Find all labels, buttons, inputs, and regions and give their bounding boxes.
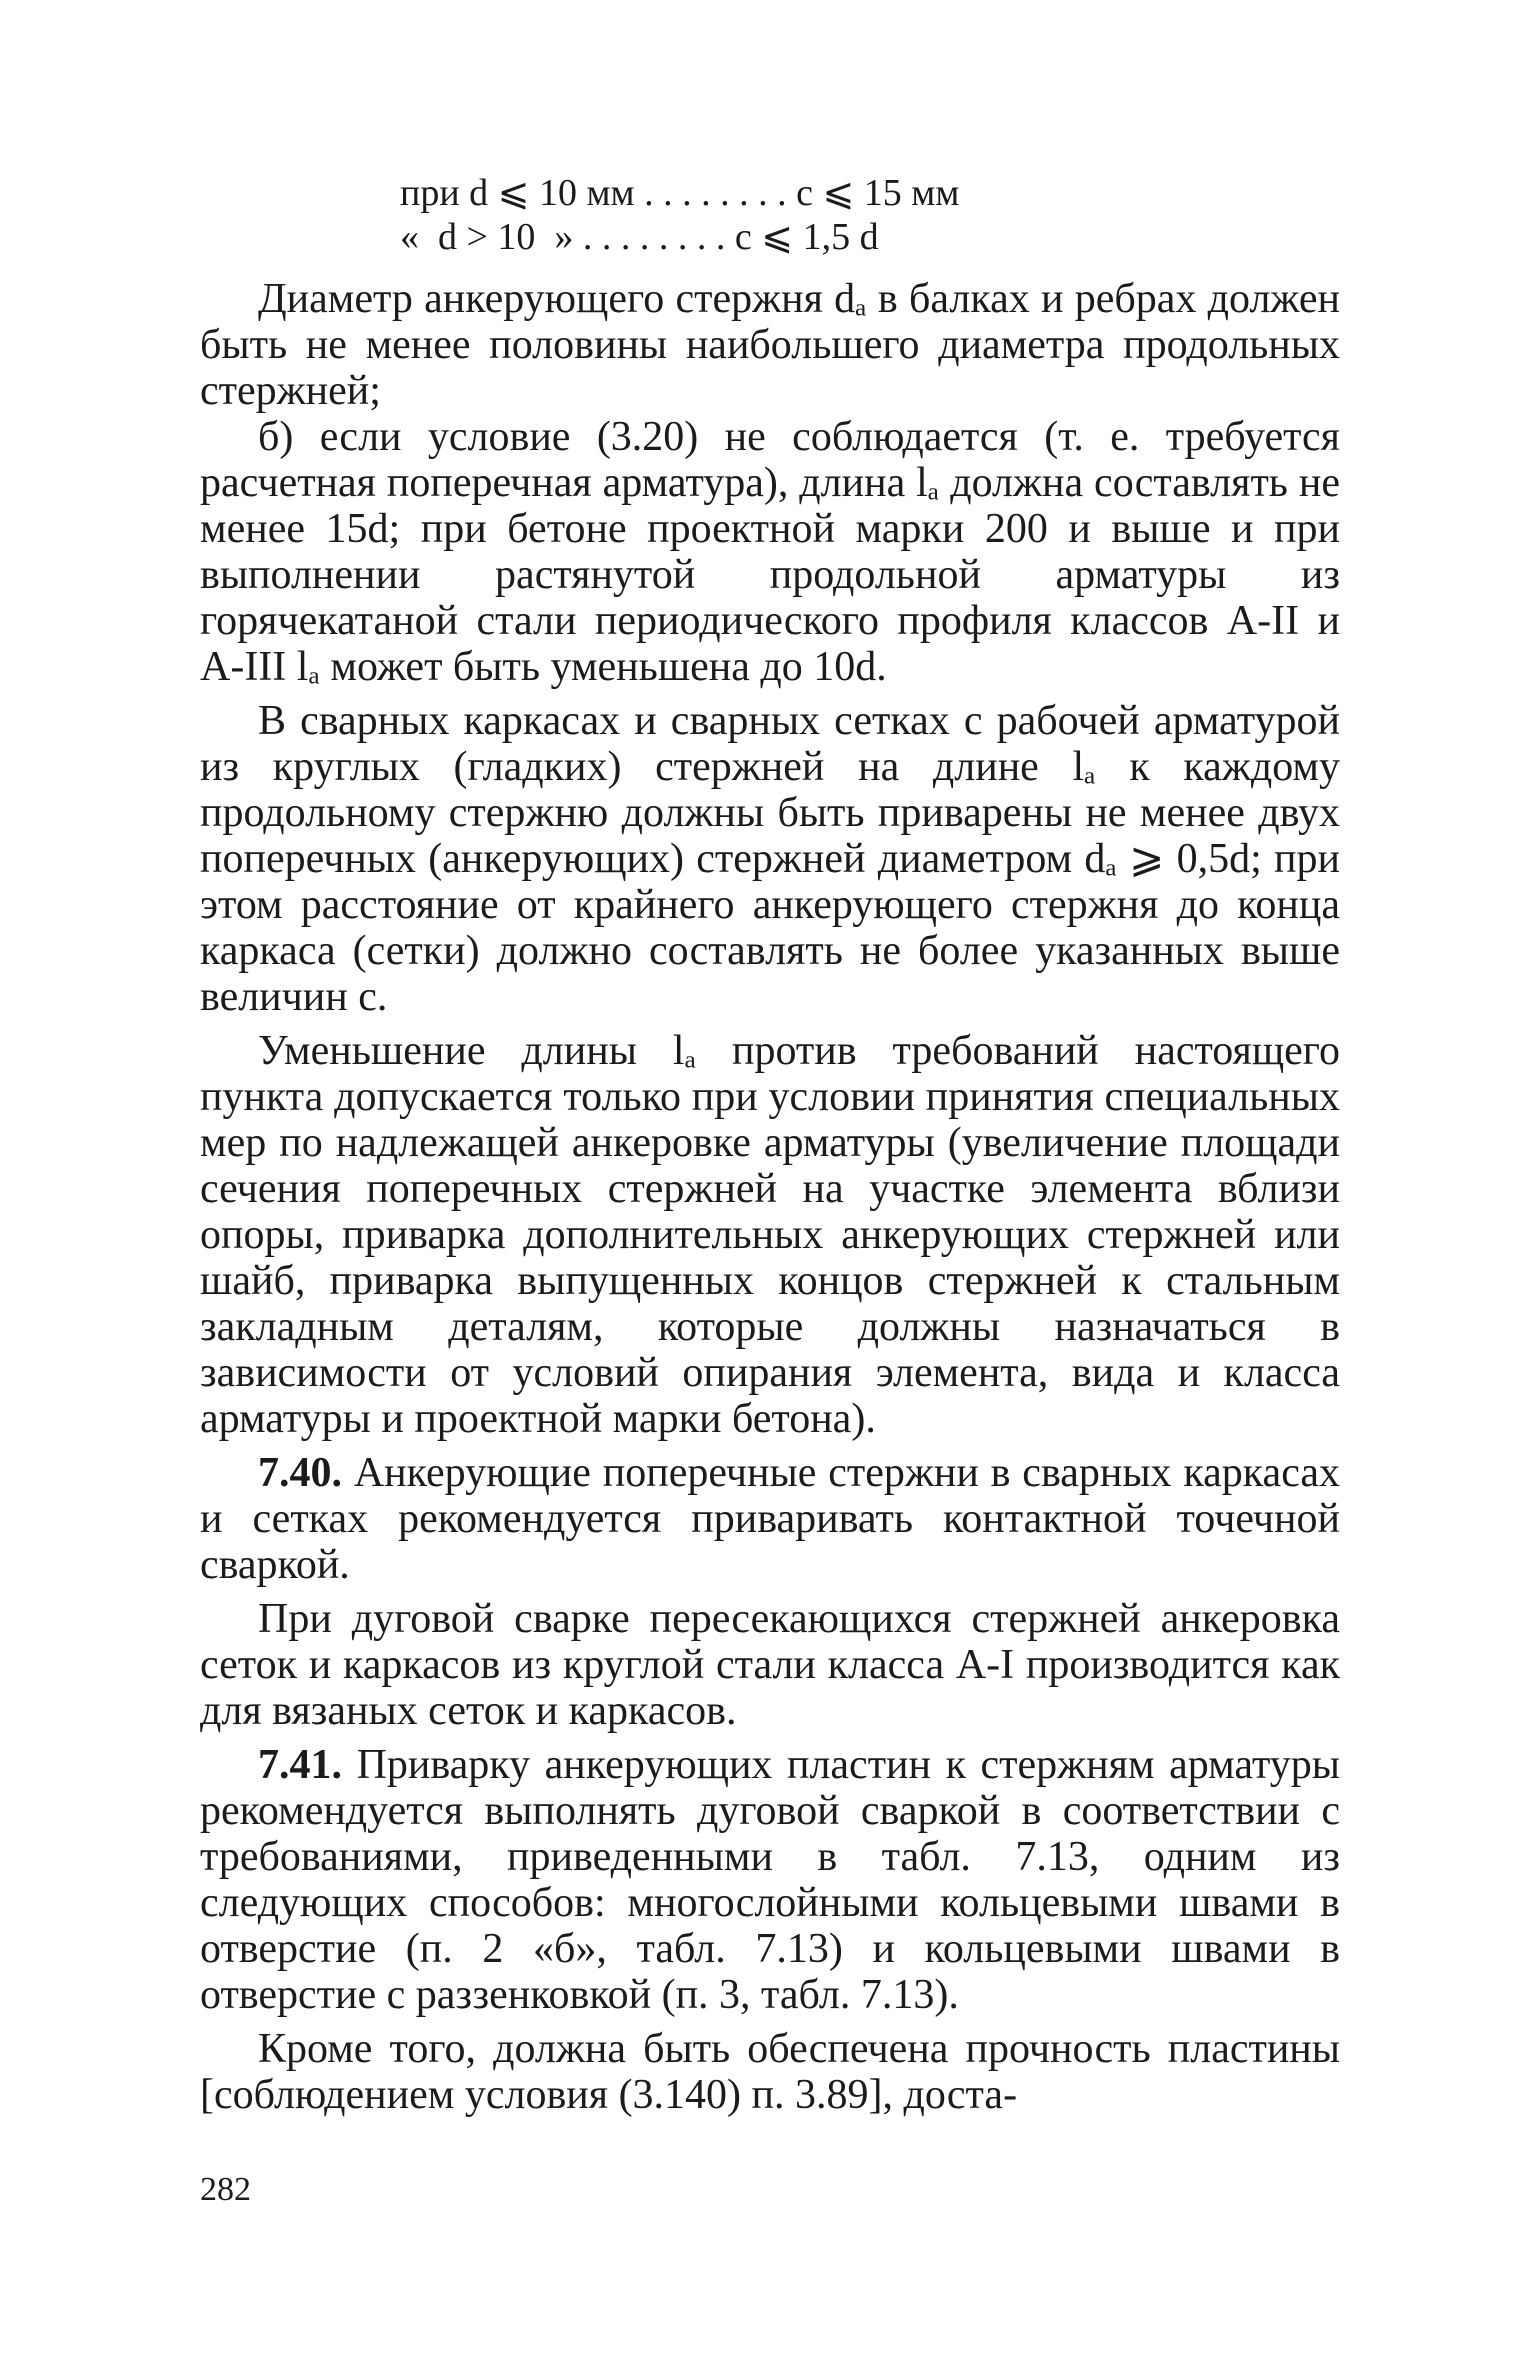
paragraph-gap: [200, 1442, 1340, 1450]
paragraph-gap: [200, 1020, 1340, 1028]
paragraph-gap: [200, 690, 1340, 698]
paragraph-condition-b: [200, 414, 1340, 690]
paragraph-text: Анкерующие поперечные стержни в сварных каркасах и сетках рекомендуется приваривать контактной точечной сваркой.: [200, 1450, 1340, 1588]
section-7-41: [200, 1742, 1340, 2018]
paragraph-length-reduction: [200, 1028, 1340, 1442]
formula-line-1: при d ⩽ 10 мм . . . . . . . . c ⩽ 15 мм: [400, 172, 960, 214]
paragraph-gap: [200, 1588, 1340, 1596]
section-7-40: [200, 1450, 1340, 1588]
paragraph-text: Кроме того, должна быть обеспечена прочность пластины [соблюдением условия (3.140) п. 3.89], доста-: [200, 2026, 1340, 2118]
section-number: 7.40.: [258, 1450, 342, 1496]
paragraph-diameter: [200, 276, 1340, 414]
paragraph-text: В сварных каркасах и сварных сетках с рабочей арматурой из круглых (гладких) стержней на длине lₐ к каждому продольному стержню должны быть приварены не менее двух поперечных (анкерующих) стержней диаметром dₐ ⩾ 0,5d; при этом расстояние от крайнего анкерующего стержня до конца каркаса (сетки) должно составлять не более указанных выше величин c.: [200, 698, 1340, 1020]
formula-line-2: « d > 10 » . . . . . . . . c ⩽ 1,5 d: [400, 216, 879, 258]
paragraph-text: При дуговой сварке пересекающихся стержней анкеровка сеток и каркасов из круглой стали класса А-I производится как для вязаных сеток и каркасов.: [200, 1596, 1340, 1734]
paragraph-text: Диаметр анкерующего стержня dₐ в балках и ребрах должен быть не менее половины наибольшего диаметра продольных стержней;: [200, 276, 1340, 414]
paragraph-gap: [200, 2018, 1340, 2026]
paragraph-text: Приварку анкерующих пластин к стержням арматуры рекомендуется выполнять дуговой сваркой в соответствии с требованиями, приведенными в табл. 7.13, одним из следующих способов: многослойными кольцевыми швами в отверстие (п. 2 «б», табл. 7.13) и кольцевыми швами в отверстие с раззенковкой (п. 3, табл. 7.13).: [200, 1742, 1340, 2018]
page-number: 282: [200, 2171, 251, 2208]
paragraph-welded-frames: [200, 698, 1340, 1020]
paragraph-arc-welding: [200, 1596, 1340, 1734]
paragraph-plate-strength: [200, 2026, 1340, 2118]
section-number: 7.41.: [258, 1742, 342, 1788]
paragraph-text: б) если условие (3.20) не соблюдается (т. е. требуется расчетная поперечная арматура), длина lₐ должна составлять не менее 15d; при бетоне проектной марки 200 и выше и при выполнении растянутой продольной арматуры из горячекатаной стали периодического профиля классов А-II и А-III lₐ может быть уменьшена до 10d.: [200, 414, 1340, 690]
main-text: [200, 276, 1340, 2118]
paragraph-text: Уменьшение длины lₐ против требований настоящего пункта допускается только при условии принятия специальных мер по надлежащей анкеровке арматуры (увеличение площади сечения поперечных стержней на участке элемента вблизи опоры, приварка дополнительных анкерующих стержней или шайб, приварка выпущенных концов стержней к стальным закладным деталям, которые должны назначаться в зависимости от условий опирания элемента, вида и класса арматуры и проектной марки бетона).: [200, 1028, 1340, 1442]
paragraph-gap: [200, 1734, 1340, 1742]
